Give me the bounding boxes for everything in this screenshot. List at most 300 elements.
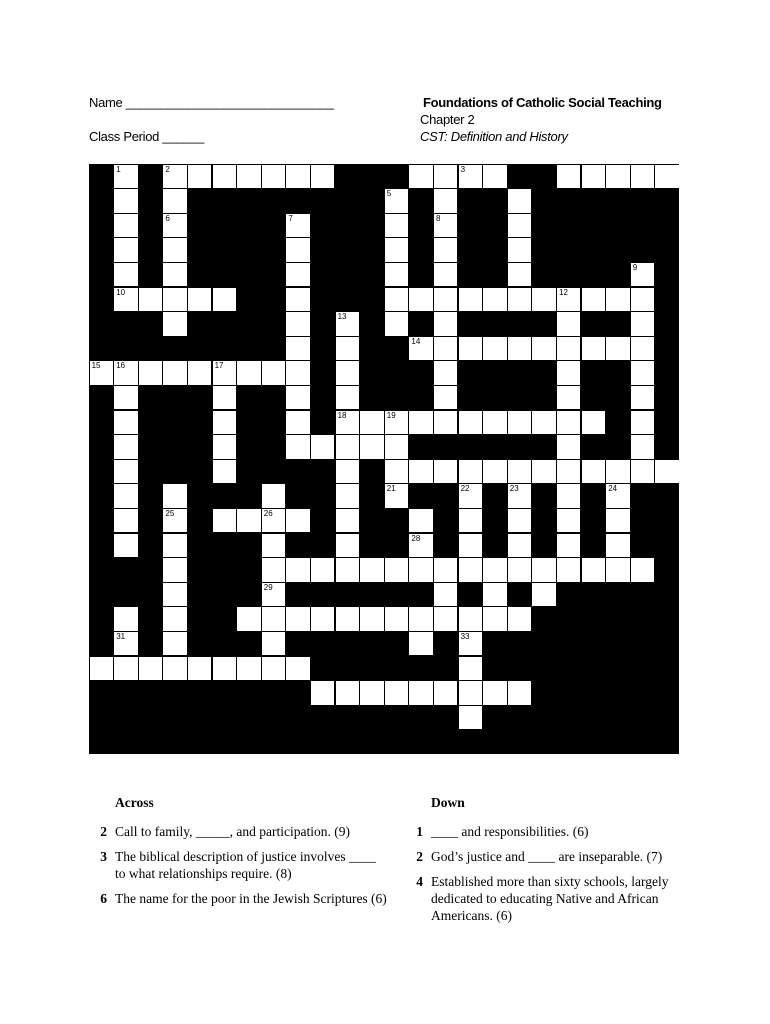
crossword-cell[interactable] [385, 189, 408, 212]
crossword-cell[interactable] [213, 509, 236, 532]
crossword-cell[interactable] [631, 386, 654, 409]
crossword-cell[interactable] [114, 263, 137, 286]
crossword-cell[interactable] [434, 238, 457, 261]
crossword-cell[interactable] [508, 263, 531, 286]
crossword-cell[interactable] [434, 189, 457, 212]
crossword-block [311, 238, 334, 261]
crossword-cell[interactable] [163, 214, 186, 237]
crossword-block [483, 509, 506, 532]
crossword-cell[interactable] [582, 558, 605, 581]
crossword-cell[interactable] [631, 288, 654, 311]
crossword-cell[interactable] [336, 558, 359, 581]
crossword-cell[interactable] [262, 484, 285, 507]
crossword-cell[interactable] [385, 558, 408, 581]
crossword-cell[interactable] [114, 460, 137, 483]
crossword-cell[interactable] [434, 361, 457, 384]
crossword-block [483, 534, 506, 557]
crossword-cell[interactable] [434, 312, 457, 335]
crossword-cell[interactable] [262, 607, 285, 630]
crossword-cell[interactable] [163, 361, 186, 384]
crossword-cell[interactable] [262, 361, 285, 384]
crossword-cell[interactable] [336, 435, 359, 458]
crossword-cell[interactable] [114, 484, 137, 507]
crossword-block [582, 607, 605, 630]
crossword-cell[interactable] [213, 165, 236, 188]
crossword-cell[interactable] [557, 312, 580, 335]
crossword-cell[interactable] [459, 534, 482, 557]
crossword-block [90, 312, 113, 335]
crossword-block [655, 632, 678, 655]
crossword-cell[interactable] [286, 288, 309, 311]
class-period-label: Class Period ______ [89, 129, 204, 144]
clue-number-label: 34 [91, 681, 101, 691]
crossword-cell[interactable] [114, 386, 137, 409]
crossword-cell[interactable] [114, 534, 137, 557]
crossword-block [557, 681, 580, 704]
crossword-block [582, 189, 605, 212]
crossword-cell[interactable] [508, 238, 531, 261]
crossword-block [631, 238, 654, 261]
crossword-cell[interactable] [483, 681, 506, 704]
crossword-cell[interactable] [286, 165, 309, 188]
crossword-block [385, 337, 408, 360]
crossword-cell[interactable] [188, 657, 211, 680]
crossword-cell[interactable] [163, 288, 186, 311]
crossword-cell[interactable] [114, 607, 137, 630]
crossword-cell[interactable] [409, 288, 432, 311]
crossword-cell[interactable] [532, 460, 555, 483]
crossword-cell[interactable] [311, 607, 334, 630]
crossword-cell[interactable] [262, 583, 285, 606]
crossword-cell[interactable] [336, 681, 359, 704]
clue-number-label: 17 [214, 361, 224, 371]
crossword-cell[interactable] [163, 189, 186, 212]
crossword-block [532, 509, 555, 532]
crossword-cell[interactable] [532, 558, 555, 581]
crossword-block [90, 484, 113, 507]
clue-number: 6 [100, 891, 107, 906]
crossword-block [188, 509, 211, 532]
crossword-cell[interactable] [163, 607, 186, 630]
crossword-cell[interactable] [336, 460, 359, 483]
crossword-block [532, 632, 555, 655]
crossword-cell[interactable] [631, 312, 654, 335]
crossword-cell[interactable] [114, 238, 137, 261]
crossword-block [139, 681, 162, 704]
crossword-cell[interactable] [114, 288, 137, 311]
crossword-cell[interactable] [262, 657, 285, 680]
crossword-cell[interactable] [311, 681, 334, 704]
crossword-cell[interactable] [459, 460, 482, 483]
crossword-block [336, 730, 359, 753]
crossword-block [508, 583, 531, 606]
crossword-cell[interactable] [163, 558, 186, 581]
crossword-cell[interactable] [286, 657, 309, 680]
crossword-cell[interactable] [311, 435, 334, 458]
crossword-cell[interactable] [459, 411, 482, 434]
crossword-cell[interactable] [508, 534, 531, 557]
crossword-cell[interactable] [336, 607, 359, 630]
crossword-cell[interactable] [139, 361, 162, 384]
crossword-cell[interactable] [114, 632, 137, 655]
crossword-cell[interactable] [606, 558, 629, 581]
crossword-cell[interactable] [163, 238, 186, 261]
crossword-cell[interactable] [360, 558, 383, 581]
crossword-cell[interactable] [360, 607, 383, 630]
clue-number-label: 13 [337, 312, 347, 322]
crossword-cell[interactable] [262, 632, 285, 655]
crossword-cell[interactable] [508, 558, 531, 581]
crossword-cell[interactable] [483, 558, 506, 581]
crossword-cell[interactable] [409, 607, 432, 630]
crossword-cell[interactable] [582, 288, 605, 311]
crossword-cell[interactable] [237, 657, 260, 680]
crossword-cell[interactable] [237, 361, 260, 384]
crossword-cell[interactable] [213, 288, 236, 311]
crossword-cell[interactable] [409, 509, 432, 532]
crossword-cell[interactable] [606, 460, 629, 483]
crossword-cell[interactable] [360, 681, 383, 704]
crossword-cell[interactable] [631, 435, 654, 458]
crossword-cell[interactable] [114, 165, 137, 188]
crossword-cell[interactable] [114, 435, 137, 458]
crossword-cell[interactable] [385, 312, 408, 335]
crossword-cell[interactable] [262, 558, 285, 581]
crossword-cell[interactable] [434, 165, 457, 188]
crossword-cell[interactable] [483, 460, 506, 483]
crossword-cell[interactable] [606, 165, 629, 188]
crossword-cell[interactable] [213, 460, 236, 483]
crossword-block [557, 607, 580, 630]
crossword-cell[interactable] [336, 386, 359, 409]
crossword-cell[interactable] [262, 534, 285, 557]
crossword-cell[interactable] [655, 460, 678, 483]
crossword-block [631, 583, 654, 606]
crossword-cell[interactable] [237, 165, 260, 188]
crossword-block [434, 509, 457, 532]
crossword-cell[interactable] [434, 263, 457, 286]
clue-number-label: 29 [263, 582, 273, 592]
crossword-block [90, 583, 113, 606]
crossword-cell[interactable] [409, 337, 432, 360]
crossword-cell[interactable] [336, 411, 359, 434]
crossword-cell[interactable] [286, 411, 309, 434]
crossword-cell[interactable] [631, 558, 654, 581]
crossword-block [139, 386, 162, 409]
crossword-cell[interactable] [286, 435, 309, 458]
crossword-block [557, 730, 580, 753]
crossword-block [286, 484, 309, 507]
crossword-cell[interactable] [114, 657, 137, 680]
crossword-cell[interactable] [483, 411, 506, 434]
crossword-cell[interactable] [483, 607, 506, 630]
clue-number: 2 [100, 824, 107, 839]
crossword-cell[interactable] [631, 263, 654, 286]
crossword-cell[interactable] [262, 165, 285, 188]
crossword-cell[interactable] [606, 288, 629, 311]
crossword-cell[interactable] [163, 263, 186, 286]
crossword-cell[interactable] [360, 435, 383, 458]
crossword-cell[interactable] [655, 165, 678, 188]
crossword-cell[interactable] [459, 509, 482, 532]
crossword-block [262, 312, 285, 335]
crossword-cell[interactable] [532, 583, 555, 606]
crossword-cell[interactable] [385, 460, 408, 483]
crossword-block [631, 706, 654, 729]
crossword-cell[interactable] [483, 165, 506, 188]
crossword-block [655, 411, 678, 434]
crossword-cell[interactable] [508, 288, 531, 311]
crossword-cell[interactable] [385, 607, 408, 630]
crossword-cell[interactable] [459, 558, 482, 581]
crossword-cell[interactable] [237, 607, 260, 630]
crossword-cell[interactable] [557, 411, 580, 434]
crossword-cell[interactable] [582, 460, 605, 483]
crossword-cell[interactable] [434, 607, 457, 630]
crossword-cell[interactable] [385, 484, 408, 507]
crossword-cell[interactable] [409, 632, 432, 655]
crossword-block [213, 214, 236, 237]
crossword-cell[interactable] [163, 484, 186, 507]
crossword-block [409, 657, 432, 680]
crossword-cell[interactable] [336, 534, 359, 557]
crossword-cell[interactable] [409, 534, 432, 557]
crossword-block [237, 534, 260, 557]
crossword-block [237, 460, 260, 483]
crossword-block [360, 361, 383, 384]
crossword-cell[interactable] [483, 583, 506, 606]
crossword-cell[interactable] [163, 509, 186, 532]
crossword-cell[interactable] [557, 558, 580, 581]
crossword-cell[interactable] [262, 509, 285, 532]
crossword-cell[interactable] [336, 361, 359, 384]
crossword-cell[interactable] [286, 607, 309, 630]
crossword-cell[interactable] [434, 411, 457, 434]
crossword-cell[interactable] [508, 509, 531, 532]
crossword-block [532, 484, 555, 507]
crossword-cell[interactable] [508, 607, 531, 630]
crossword-block [655, 189, 678, 212]
crossword-cell[interactable] [286, 386, 309, 409]
crossword-cell[interactable] [582, 337, 605, 360]
crossword-cell[interactable] [163, 632, 186, 655]
crossword-cell[interactable] [532, 337, 555, 360]
crossword-cell[interactable] [385, 214, 408, 237]
crossword-cell[interactable] [311, 165, 334, 188]
crossword-cell[interactable] [409, 411, 432, 434]
crossword-cell[interactable] [434, 214, 457, 237]
crossword-cell[interactable] [434, 681, 457, 704]
crossword-cell[interactable] [213, 435, 236, 458]
crossword-cell[interactable] [557, 386, 580, 409]
crossword-cell[interactable] [459, 484, 482, 507]
crossword-cell[interactable] [385, 411, 408, 434]
crossword-cell[interactable] [508, 189, 531, 212]
crossword-cell[interactable] [409, 460, 432, 483]
crossword-cell[interactable] [434, 558, 457, 581]
crossword-cell[interactable] [385, 681, 408, 704]
crossword-block [114, 583, 137, 606]
crossword-cell[interactable] [459, 681, 482, 704]
crossword-block [237, 386, 260, 409]
crossword-cell[interactable] [385, 288, 408, 311]
crossword-cell[interactable] [213, 386, 236, 409]
crossword-block [237, 263, 260, 286]
crossword-cell[interactable] [532, 411, 555, 434]
crossword-cell[interactable] [286, 337, 309, 360]
crossword-cell[interactable] [385, 263, 408, 286]
crossword-cell[interactable] [434, 460, 457, 483]
crossword-cell[interactable] [459, 337, 482, 360]
crossword-cell[interactable] [557, 435, 580, 458]
crossword-block [188, 632, 211, 655]
crossword-cell[interactable] [631, 411, 654, 434]
crossword-block [188, 484, 211, 507]
crossword-cell[interactable] [508, 214, 531, 237]
crossword-block [508, 632, 531, 655]
crossword-cell[interactable] [606, 534, 629, 557]
crossword-cell[interactable] [606, 337, 629, 360]
crossword-cell[interactable] [114, 411, 137, 434]
crossword-cell[interactable] [557, 165, 580, 188]
crossword-cell[interactable] [459, 657, 482, 680]
crossword-cell[interactable] [508, 484, 531, 507]
crossword-block [631, 730, 654, 753]
crossword-cell[interactable] [336, 484, 359, 507]
crossword-block [557, 238, 580, 261]
crossword-block [311, 312, 334, 335]
crossword-cell[interactable] [557, 337, 580, 360]
crossword-cell[interactable] [360, 411, 383, 434]
crossword-cell[interactable] [213, 657, 236, 680]
clue-number-label: 9 [632, 263, 638, 272]
crossword-cell[interactable] [606, 484, 629, 507]
crossword-cell[interactable] [286, 361, 309, 384]
crossword-cell[interactable] [336, 337, 359, 360]
crossword-cell[interactable] [336, 509, 359, 532]
crossword-cell[interactable] [459, 165, 482, 188]
clue-number-label: 10 [116, 287, 126, 297]
crossword-block [90, 165, 113, 188]
crossword-cell[interactable] [188, 288, 211, 311]
crossword-cell[interactable] [606, 509, 629, 532]
crossword-block [483, 386, 506, 409]
crossword-cell[interactable] [409, 165, 432, 188]
crossword-cell[interactable] [163, 657, 186, 680]
crossword-cell[interactable] [483, 288, 506, 311]
crossword-cell[interactable] [434, 337, 457, 360]
crossword-block [90, 460, 113, 483]
crossword-cell[interactable] [631, 460, 654, 483]
crossword-cell[interactable] [114, 361, 137, 384]
crossword-block [360, 583, 383, 606]
crossword-cell[interactable] [286, 558, 309, 581]
crossword-cell[interactable] [336, 312, 359, 335]
crossword-block [213, 583, 236, 606]
crossword-cell[interactable] [434, 583, 457, 606]
crossword-cell[interactable] [459, 706, 482, 729]
crossword-cell[interactable] [311, 558, 334, 581]
crossword-block [557, 583, 580, 606]
crossword-cell[interactable] [114, 214, 137, 237]
crossword-cell[interactable] [163, 165, 186, 188]
crossword-cell[interactable] [163, 583, 186, 606]
crossword-block [237, 435, 260, 458]
crossword-cell[interactable] [409, 558, 432, 581]
crossword-cell[interactable] [385, 435, 408, 458]
crossword-cell[interactable] [508, 411, 531, 434]
crossword-cell[interactable] [409, 681, 432, 704]
crossword-cell[interactable] [385, 238, 408, 261]
crossword-block [483, 706, 506, 729]
crossword-cell[interactable] [631, 165, 654, 188]
crossword-block [508, 706, 531, 729]
clue-number-label: 24 [608, 484, 618, 494]
crossword-block [163, 386, 186, 409]
crossword-block [90, 288, 113, 311]
crossword-cell[interactable] [163, 534, 186, 557]
crossword-block [655, 214, 678, 237]
crossword-block [237, 583, 260, 606]
crossword-cell[interactable] [582, 411, 605, 434]
crossword-cell[interactable] [237, 509, 260, 532]
crossword-cell[interactable] [213, 361, 236, 384]
crossword-cell[interactable] [286, 312, 309, 335]
crossword-cell[interactable] [459, 632, 482, 655]
crossword-cell[interactable] [459, 607, 482, 630]
crossword-cell[interactable] [434, 386, 457, 409]
crossword-cell[interactable] [286, 238, 309, 261]
crossword-cell[interactable] [557, 509, 580, 532]
crossword-cell[interactable] [508, 337, 531, 360]
crossword-block [655, 534, 678, 557]
crossword-cell[interactable] [557, 288, 580, 311]
crossword-cell[interactable] [508, 681, 531, 704]
crossword-cell[interactable] [557, 534, 580, 557]
crossword-cell[interactable] [163, 312, 186, 335]
crossword-block [213, 189, 236, 212]
crossword-block [139, 337, 162, 360]
crossword-cell[interactable] [286, 509, 309, 532]
crossword-block [262, 288, 285, 311]
crossword-cell[interactable] [90, 361, 113, 384]
crossword-cell[interactable] [139, 657, 162, 680]
crossword-cell[interactable] [114, 509, 137, 532]
crossword-block [163, 460, 186, 483]
crossword-cell[interactable] [286, 214, 309, 237]
crossword-cell[interactable] [582, 165, 605, 188]
crossword-cell[interactable] [213, 411, 236, 434]
crossword-block [90, 509, 113, 532]
crossword-block [188, 460, 211, 483]
crossword-cell[interactable] [483, 337, 506, 360]
crossword-cell[interactable] [557, 460, 580, 483]
crossword-cell[interactable] [188, 361, 211, 384]
crossword-cell[interactable] [557, 361, 580, 384]
crossword-cell[interactable] [434, 288, 457, 311]
crossword-cell[interactable] [508, 460, 531, 483]
crossword-cell[interactable] [188, 165, 211, 188]
crossword-cell[interactable] [631, 361, 654, 384]
crossword-cell[interactable] [139, 288, 162, 311]
crossword-cell[interactable] [459, 288, 482, 311]
crossword-cell[interactable] [557, 484, 580, 507]
crossword-cell[interactable] [532, 288, 555, 311]
crossword-cell[interactable] [631, 337, 654, 360]
crossword-cell[interactable] [90, 657, 113, 680]
crossword-cell[interactable] [286, 263, 309, 286]
crossword-cell[interactable] [114, 189, 137, 212]
